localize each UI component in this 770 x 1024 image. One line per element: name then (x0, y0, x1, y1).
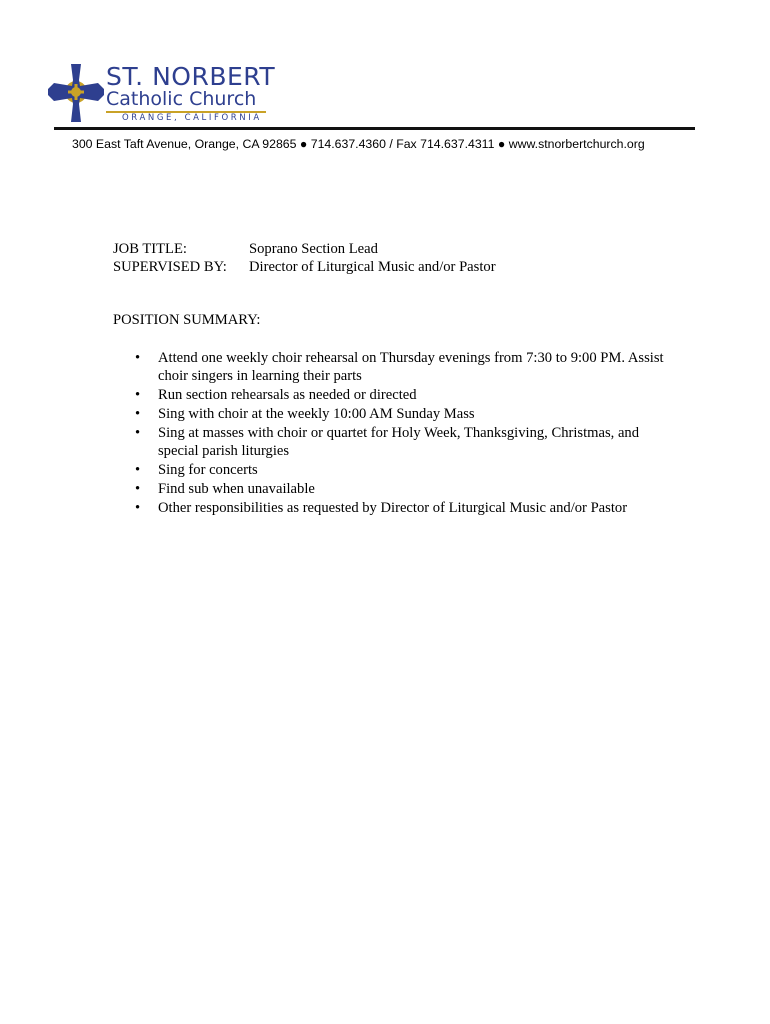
bullet-icon: • (135, 425, 141, 441)
supervisor-row (113, 258, 496, 276)
duty-text: Run section rehearsals as needed or directed (158, 387, 417, 403)
bullet-icon: • (135, 387, 141, 403)
logo-location: ORANGE, CALIFORNIA (122, 113, 262, 123)
duty-text: Sing for concerts (158, 462, 258, 478)
list-item (113, 349, 673, 385)
bullet-icon: • (135, 406, 141, 422)
bullet-icon: • (135, 350, 141, 366)
duty-text: Attend one weekly choir rehearsal on Thursday evenings from 7:30 to 9:00 PM. Assist choir singers in learning their parts (158, 350, 664, 384)
logo-name: ST. NORBERT (106, 62, 276, 91)
list-item (113, 405, 673, 423)
job-title-row (113, 240, 378, 258)
church-logo (48, 62, 276, 124)
bullet-icon: • (135, 500, 141, 516)
job-title-label: JOB TITLE: (113, 241, 187, 257)
header-divider (54, 127, 695, 130)
duties-list (113, 349, 673, 518)
list-item (113, 499, 673, 517)
position-summary-heading: POSITION SUMMARY: (113, 312, 261, 328)
job-title-value: Soprano Section Lead (249, 241, 378, 257)
duty-text: Find sub when unavailable (158, 481, 315, 497)
bullet-icon: • (135, 481, 141, 497)
duty-text: Sing with choir at the weekly 10:00 AM Sunday Mass (158, 406, 475, 422)
address-line: 300 East Taft Avenue, Orange, CA 92865 ● 714.637.4360 / Fax 714.637.4311 ● www.stnorbertchurch.org (72, 137, 645, 151)
list-item (113, 461, 673, 479)
list-item (113, 424, 673, 460)
list-item (113, 386, 673, 404)
supervisor-value: Director of Liturgical Music and/or Pastor (249, 259, 496, 275)
duty-text: Other responsibilities as requested by Director of Liturgical Music and/or Pastor (158, 500, 628, 516)
logo-subtitle: Catholic Church (106, 88, 257, 110)
cross-icon (48, 62, 106, 124)
list-item (113, 480, 673, 498)
supervisor-label: SUPERVISED BY: (113, 259, 227, 275)
bullet-icon: • (135, 462, 141, 478)
duty-text: Sing at masses with choir or quartet for Holy Week, Thanksgiving, Christmas, and special parish liturgies (158, 425, 640, 459)
